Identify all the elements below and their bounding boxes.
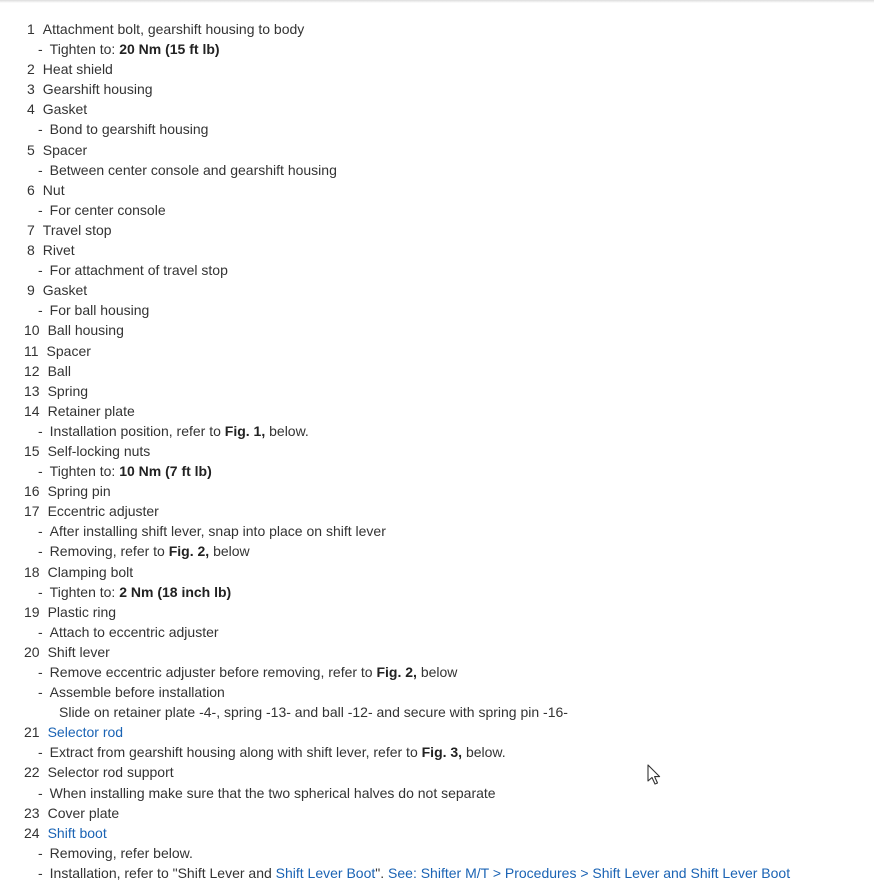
item-title: Retainer plate [47, 402, 135, 419]
list-item [0, 180, 874, 200]
item-number: 7 [27, 221, 35, 238]
item-note [0, 742, 874, 762]
item-number: 10 [24, 322, 40, 339]
item-number: 5 [27, 141, 35, 158]
item-title: Gasket [42, 282, 88, 299]
note-text-part: Bond to gearshift housing [49, 121, 209, 138]
item-note [0, 160, 874, 180]
list-item [0, 220, 874, 240]
note-text [50, 302, 150, 318]
item-note [0, 682, 874, 702]
note-text-part: ". [375, 864, 389, 881]
bullet-dash: - [38, 543, 43, 560]
list-item [0, 803, 874, 823]
item-title: Rivet [42, 242, 75, 259]
bullet-dash: - [38, 302, 43, 319]
item-title: Spring [47, 382, 89, 399]
bullet-dash: - [38, 201, 43, 218]
item-number: 22 [24, 764, 40, 781]
item-title: Spacer [46, 342, 91, 359]
item-title: Gearshift housing [42, 81, 153, 98]
list-item [0, 59, 874, 79]
item-title: Cover plate [47, 804, 120, 821]
item-number: 14 [24, 402, 40, 419]
note-text-part: Installation position, refer to [49, 422, 225, 439]
note-link[interactable]: Shift Lever Boot [275, 864, 376, 881]
bullet-dash: - [38, 422, 43, 439]
item-note [0, 300, 874, 320]
bullet-dash: - [38, 161, 43, 178]
note-text [59, 704, 568, 720]
note-text [50, 845, 193, 861]
note-text-part: below. [265, 422, 309, 439]
item-number: 19 [24, 603, 40, 620]
item-title: Heat shield [42, 61, 113, 78]
list-item [0, 481, 874, 501]
bullet-dash: - [38, 41, 43, 58]
note-text [50, 664, 458, 680]
note-text-part: Removing, refer to [49, 543, 169, 560]
item-number: 4 [27, 101, 35, 118]
item-detail [0, 702, 874, 722]
list-item [0, 240, 874, 260]
item-note [0, 843, 874, 863]
note-text [50, 423, 309, 439]
note-text [50, 121, 209, 137]
component-list [0, 19, 874, 883]
item-note [0, 863, 874, 883]
note-text-part: Tighten to: [49, 583, 120, 600]
top-shadow-divider [0, 0, 874, 3]
bullet-dash: - [38, 844, 43, 861]
spec-value: 20 Nm (15 ft lb) [119, 41, 220, 58]
bullet-dash: - [38, 623, 43, 640]
item-number: 24 [24, 824, 40, 841]
item-title: Ball housing [47, 322, 124, 339]
list-item [0, 381, 874, 401]
spec-value: 10 Nm (7 ft lb) [119, 463, 212, 480]
item-title: Selector rod support [47, 764, 174, 781]
mouse-pointer-icon [647, 764, 663, 786]
note-text-part: Remove eccentric adjuster before removing, refer to [49, 664, 377, 680]
item-note [0, 421, 874, 441]
note-text [50, 523, 386, 539]
item-number: 1 [27, 21, 35, 37]
note-text-part: Removing, refer below. [49, 844, 193, 861]
item-number: 16 [24, 483, 40, 500]
note-text [50, 262, 228, 278]
spec-value: Fig. 1, [224, 422, 266, 439]
bullet-dash: - [38, 583, 43, 600]
item-title: Attachment bolt, gearshift housing to body [42, 21, 305, 37]
list-item [0, 441, 874, 461]
note-text [50, 463, 212, 479]
item-note [0, 783, 874, 803]
note-text-part: below [416, 664, 458, 680]
spec-value: Fig. 3, [421, 744, 463, 761]
list-item [0, 401, 874, 421]
item-title: Spacer [42, 141, 88, 158]
note-text-part: For attachment of travel stop [49, 262, 228, 279]
bullet-dash: - [38, 784, 43, 801]
note-text [50, 865, 790, 881]
bullet-dash: - [38, 684, 43, 701]
list-item [0, 762, 874, 782]
note-text [50, 785, 496, 801]
list-item [0, 99, 874, 119]
item-note [0, 662, 874, 682]
item-note [0, 461, 874, 481]
note-text [50, 202, 166, 218]
bullet-dash: - [38, 262, 43, 279]
item-number: 9 [27, 282, 35, 299]
item-title: Spring pin [47, 483, 111, 500]
list-item [0, 602, 874, 622]
list-item [0, 361, 874, 381]
item-title: Eccentric adjuster [47, 503, 159, 520]
item-title: Plastic ring [47, 603, 117, 620]
note-text [50, 41, 220, 57]
spec-value: Fig. 2, [376, 664, 417, 680]
item-number: 15 [24, 442, 40, 459]
note-text [50, 162, 337, 178]
bullet-dash: - [38, 664, 43, 680]
item-title-link[interactable]: Selector rod [47, 724, 124, 741]
item-title: Shift lever [47, 643, 110, 660]
note-text [50, 744, 506, 760]
note-text-part: below [209, 543, 250, 560]
list-item [0, 642, 874, 662]
item-title: Gasket [42, 101, 88, 118]
item-note [0, 582, 874, 602]
note-text-part: Slide on retainer plate -4-, spring -13- and ball -12- and secure with spring pin -16- [59, 704, 568, 721]
list-item [0, 501, 874, 521]
note-text-part: Attach to eccentric adjuster [49, 623, 219, 640]
item-title: Ball [47, 362, 71, 379]
item-title: Travel stop [42, 221, 112, 238]
item-note [0, 541, 874, 561]
item-note [0, 260, 874, 280]
note-text-part: Assemble before installation [49, 684, 225, 701]
bullet-dash: - [38, 463, 43, 480]
list-item [0, 320, 874, 340]
item-number: 11 [24, 342, 39, 359]
item-title: Nut [42, 181, 65, 198]
item-title-link[interactable]: Shift boot [47, 824, 107, 841]
note-text [50, 584, 232, 600]
bullet-dash: - [38, 744, 43, 761]
note-text-part: After installing shift lever, snap into place on shift lever [49, 523, 386, 540]
item-title: Self-locking nuts [47, 442, 151, 459]
note-text-part: Extract from gearshift housing along with shift lever, refer to [49, 744, 422, 761]
item-note [0, 200, 874, 220]
item-number: 2 [27, 61, 35, 78]
note-text-part: Tighten to: [49, 41, 120, 58]
item-number: 12 [24, 362, 40, 379]
list-item [0, 140, 874, 160]
note-text-part: When installing make sure that the two spherical halves do not separate [49, 784, 496, 801]
item-note [0, 622, 874, 642]
list-item [0, 722, 874, 742]
list-item [0, 280, 874, 300]
item-number: 20 [24, 643, 40, 660]
list-item [0, 823, 874, 843]
item-number: 6 [27, 181, 35, 198]
note-text-part: Installation, refer to "Shift Lever and [49, 864, 276, 881]
item-number: 23 [24, 804, 40, 821]
note-text [50, 624, 219, 640]
note-text-part: For center console [49, 201, 166, 218]
list-item [0, 562, 874, 582]
item-number: 13 [24, 382, 40, 399]
item-number: 21 [24, 724, 40, 741]
list-item [0, 79, 874, 99]
bullet-dash: - [38, 864, 43, 881]
note-text-part: below. [462, 744, 506, 761]
item-note [0, 521, 874, 541]
item-number: 8 [27, 242, 35, 259]
item-title: Clamping bolt [47, 563, 134, 580]
item-number: 17 [24, 503, 40, 520]
note-text-part: Between center console and gearshift housing [49, 161, 337, 178]
note-text [50, 684, 225, 700]
list-item [0, 341, 874, 361]
item-note [0, 39, 874, 59]
spec-value: 2 Nm (18 inch lb) [119, 583, 232, 600]
spec-value: Fig. 2, [168, 543, 210, 560]
note-text-part: For ball housing [49, 302, 150, 319]
bullet-dash: - [38, 121, 43, 138]
note-text [50, 543, 250, 559]
bullet-dash: - [38, 523, 43, 540]
list-item [0, 19, 874, 39]
item-number: 18 [24, 563, 40, 580]
note-text-part: Tighten to: [49, 463, 120, 480]
item-note [0, 119, 874, 139]
note-link[interactable]: See: Shifter M/T > Procedures > Shift Lever and Shift Lever Boot [388, 864, 791, 881]
item-number: 3 [27, 81, 35, 98]
